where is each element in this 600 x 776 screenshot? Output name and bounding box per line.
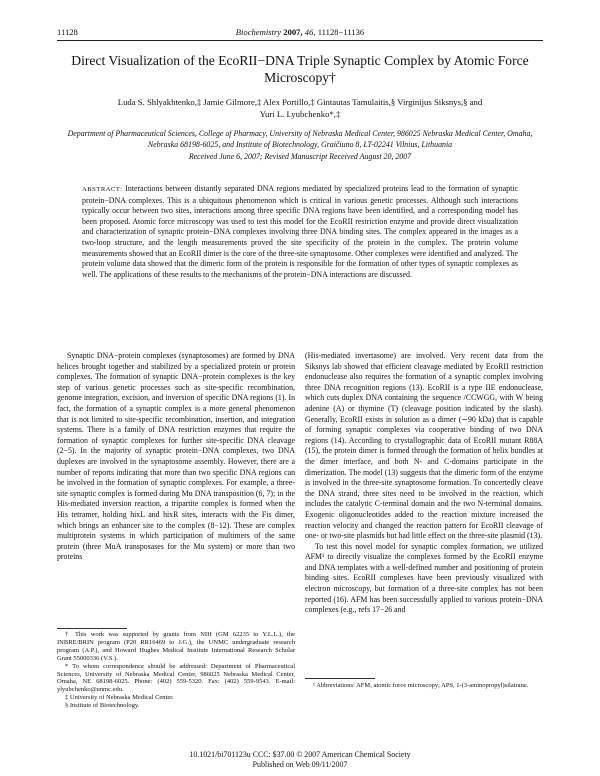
body-paragraph: To test this novel model for synaptic complex formation, we utilized AFM¹ to directly visualize the complexes formed by the EcoRII enzyme and DNA templates with a well-defined number and positioning of protein binding sites. EcoRII complexes have been previously visualized with electron microscopy, but formation of a three-site complex has not been reported (16). AFM has been successfully applied to various protein−DNA complexes (e.g., refs 17−26 and — [305, 541, 543, 615]
footnote-abbreviations: ¹ Abbreviations: AFM, atomic force microscopy; APS, 1-(3-aminopropyl)silatrane. — [313, 682, 529, 689]
footnotes-left — [57, 631, 295, 710]
footnote-rule — [305, 678, 375, 679]
journal-volume: 46, — [304, 27, 316, 37]
affiliations: Department of Pharmaceutical Sciences, College of Pharmacy, University of Nebraska Medical Center, 986025 Nebraska Medical Center, Omaha, Nebraska 68198-6025, and Institute of Biotechnology, Graičiuno 8, LT-02241 Vilnius, Lithuania — [67, 129, 533, 150]
footnote-correspondence: * To whom correspondence should be addressed: Department of Pharmaceutical Sciences, University of Nebraska Medical Center, 986025 Nebraska Medical Center, Omaha, NE 68198-6025. Phone: (402) 559-5320. Fax: (402) 559-9543. E-mail: ylyubchenko@unmc.edu. — [57, 662, 295, 694]
footnote-affiliation: ‡ University of Nebraska Medical Center. — [65, 694, 174, 702]
abstract-text: Interactions between distantly separated DNA regions mediated by specialized proteins lead to the formation of synaptic protein−DNA complexes. This is a ubiquitous phenomenon which is critical in various genetic processes. Although such interactions typically occur between two sites, interactions among three specific DNA regions have been identified, and a corresponding model has been proposed. Atomic force microscopy was used to test this model for the EcoRII restriction enzyme and provide direct visualization and characterization of synaptic protein−DNA complexes involving three DNA binding sites. The complex appeared in the images as a two-loop structure, and the length measurements proved the site specificity of the protein in the complex. The protein volume measurements showed that an EcoRII dimer is the core of the three-site synaptosome. Other complexes were identified and analyzed. The protein volume data showed that the dimeric form of the protein is responsible for the formation of other types of synaptic complexes as well. The applications of these results to the mechanisms of the protein−DNA interactions are discussed. — [82, 184, 518, 279]
footnote-funding: † This work was supported by grants from NIH (GM 62235 to Y.L.L.), the INBRE/BRIN program (P20 RR16469 to J.G.), the UNMC undergraduate research program (A.P.), and Howard Hughes Medical Institute International Research Scholar Grant 55000336 (V.S.). — [57, 631, 295, 662]
journal-name: Biochemistry — [235, 27, 282, 37]
published-line: Published on Web 09/11/2007 — [252, 760, 348, 769]
body-paragraph: Synaptic DNA−protein complexes (synaptosomes) are formed by DNA helices brought together and stabilized by a specialized protein or protein complexes. The formation of synaptic DNA−protein complexes is the key step of various genetic processes such as site-specific recombination, genome integration, excision, and inversion of specific DNA regions (1). In fact, the formation of a synaptic complex is a more general phenomenon that is not limited to site-specific recombination, insertion, and integration systems. There is a family of DNA restriction enzymes that require the formation of synaptic complexes for further site-specific DNA cleavage (2−5). In the majority of synaptic protein−DNA complexes, two DNA duplexes are involved in the synaptosome assembly. However, there are a number of reports indicating that more than two specific DNA regions can be involved in the formation of synaptic complexes. For example, a three-site synaptic complex is formed during Mu DNA transposition (6, 7); in the His-mediated inversion reaction, a tripartite complex is formed when the His tetramer, holding hixL and hixR sites, interacts with the Fis dimer, which brings an enhancer site to the complex (8−12). These are complex multiprotein systems in which participation of multimers of the same protein (three MuA transposases for the Mu system) or more than two proteins — [57, 351, 295, 562]
page-number: 11128 — [57, 27, 78, 37]
abstract — [82, 184, 518, 280]
received-dates: Received June 6, 2007; Revised Manuscript Received August 20, 2007 — [188, 152, 412, 161]
body-column-right — [305, 351, 543, 616]
abstract-label: ABSTRACT: — [82, 186, 123, 193]
author-list — [60, 97, 540, 120]
page-footer — [0, 750, 600, 770]
footnotes-right — [305, 682, 543, 690]
journal-citation — [0, 27, 600, 37]
header-rule — [57, 40, 543, 41]
doi-line: 10.1021/bi701123u CCC: $37.00 © 2007 American Chemical Society — [189, 750, 411, 759]
body-column-left — [57, 351, 295, 563]
journal-year: 2007, — [283, 27, 303, 37]
author-line: Luda S. Shlyakhtenko,‡ Jamie Gilmore,‡ Alex Portillo,‡ Gintautas Tamulaitis,§ Virginijus Siksnys,§ and — [117, 97, 483, 107]
journal-pages: 11128−11136 — [317, 27, 365, 37]
body-paragraph: (His-mediated invertasome) are involved. Very recent data from the Siksnys lab showed that efficient cleavage mediated by EcoRII restriction endonuclease also requires the formation of a synaptic complex involving three DNA recognition regions (13). EcoRII is a type IIE endonuclease, which cuts duplex DNA containing the sequence /CCWGG, with W being adenine (A) or thymine (T) (cleavage position indicated by the slash). Generally, EcoRII exists in solution as a dimer (∼90 kDa) that is capable of forming synaptic complexes via cooperative binding of two DNA regions (14). According to crystallographic data of EcoRII mutant R88A (15), the protein dimer is formed through the formation of helix bundles at the dimer interface, and both N- and C-domains participate in the dimerization. The model (13) suggests that the dimeric form of the enzyme is involved in the three-site synaptosome formation. To concertedly cleave the DNA strand, three sites need to be involved in the reaction, which includes the catalytic C-terminal domain and the two N-terminal domains. Exogenic oligonucleotides added to the reaction mixture increased the reaction velocity and changed the reaction pattern for EcoRII cleavage of one- or two-site plasmids but had little effect on the three-site plasmid (13). — [305, 351, 543, 541]
author-line: Yuri L. Lyubchenko*,‡ — [259, 108, 341, 119]
article-title: Direct Visualization of the EcoRII−DNA Triple Synaptic Complex by Atomic Force Microscopy† — [71, 53, 529, 85]
footnote-rule — [57, 628, 127, 629]
footnote-affiliation: § Institute of Biotechnology. — [65, 702, 140, 710]
